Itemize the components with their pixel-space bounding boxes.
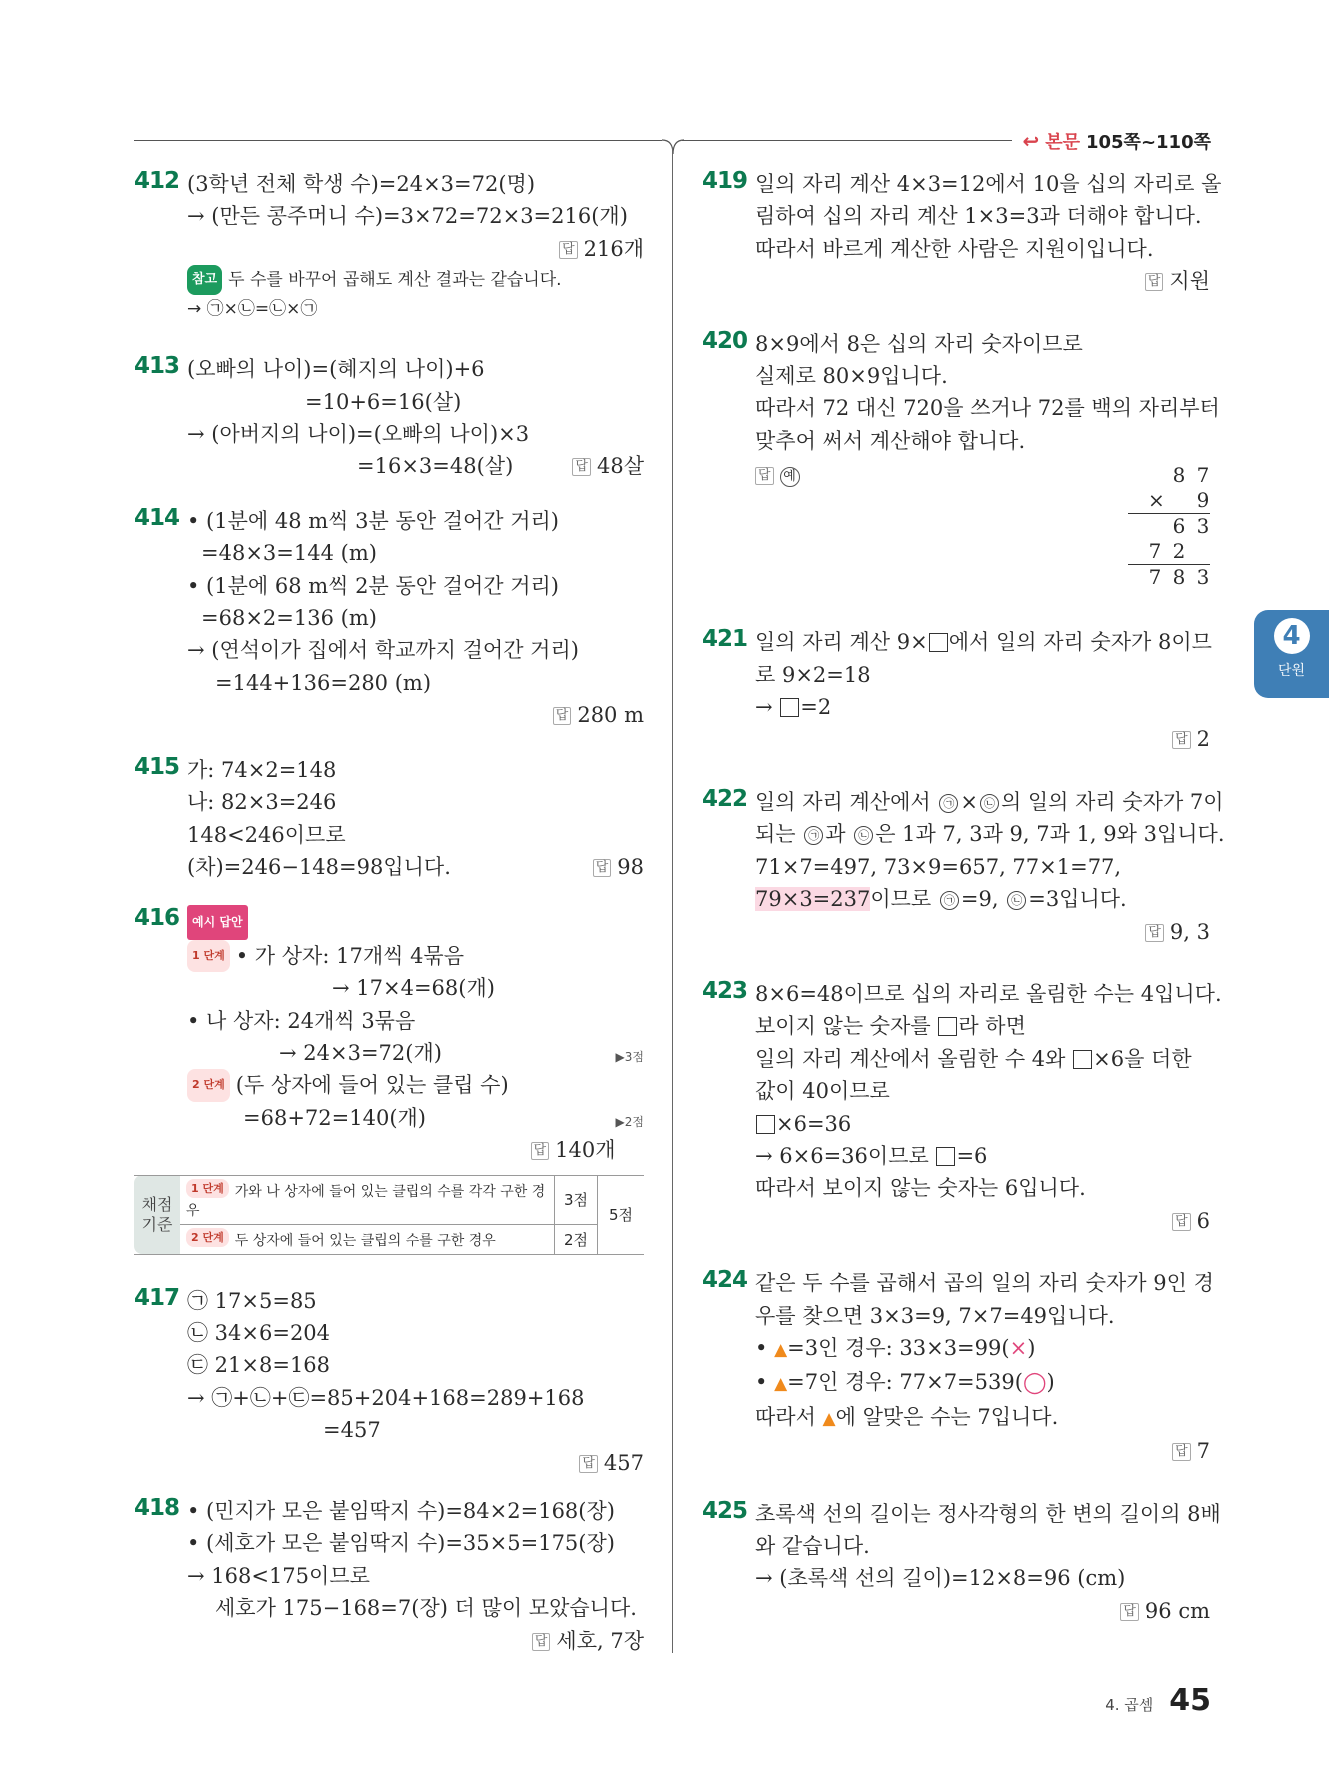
chapter-number: 4 [1274, 618, 1310, 654]
answer-value: 216개 [583, 236, 644, 261]
solution-line: 우를 찾으면 3×3=9, 7×7=49입니다. [755, 1303, 1115, 1328]
grading-table [134, 1175, 644, 1255]
header-rule-right [682, 140, 1012, 141]
solution-line: → (연석이가 집에서 학교까지 걸어간 거리) [187, 638, 579, 663]
page-number: 45 [1169, 1683, 1211, 1718]
note-formula: → ㉠×㉡=㉡×㉠ [187, 299, 318, 320]
answer-tag: 답 [1172, 1443, 1191, 1461]
answer [187, 699, 644, 731]
problem-number: 413 [134, 353, 180, 380]
vertical-multiplication: 8 7 × 9 6 3 7 2 7 8 3 [1128, 463, 1210, 590]
answer-value: 48살 [596, 454, 644, 479]
answer [187, 1447, 644, 1479]
problem-422: 422 일의 자리 계산에서 ㉠ × ㉡ 의 일의 자리 숫자가 7이 되는 ㉠ 과 ㉡ 은 1과 7, 3과 9, 7과 1, 9와 3입니다. 71×7=497, 73×9=657, 77×1=77, 79×3=237이므로 ㉠ =9, ㉡ =3입니다. 답 9, 3 [702, 786, 1210, 948]
answer-tag: 답 [1120, 1603, 1139, 1621]
answer [755, 1595, 1210, 1627]
left-column [134, 168, 644, 1657]
solution-line: =10+6=16(살) [305, 389, 462, 414]
grading-score: 2점 [555, 1224, 598, 1254]
points: ▶2점 [615, 1114, 644, 1129]
problem-420 [702, 327, 1220, 591]
solution-line: (3학년 전체 학생 수)=24×3=72(명) [187, 172, 536, 196]
problem-number: 424 [702, 1267, 748, 1294]
answer [755, 1435, 1210, 1467]
triangle-icon: ▲ [822, 1408, 836, 1429]
problem-number: 412 [134, 168, 180, 194]
solution-line: (오빠의 나이)=(혜지의 나이)+6 [187, 357, 485, 382]
solution-line: 로 9×2=18 [755, 662, 871, 687]
page-reference [1022, 128, 1211, 154]
return-arrow-icon: ↩ [1022, 129, 1040, 153]
answer-tag: 답 [1145, 924, 1164, 942]
problem-419 [702, 168, 1222, 298]
solution-line: =144+136=280 (m) [215, 670, 432, 695]
solution-line: ㉠ 17×5=85 [187, 1288, 317, 1313]
step-badge: 1 단계 [187, 940, 230, 972]
solution-line: • (세호가 모은 붙임딱지 수)=35×5=175(장) [187, 1531, 615, 1556]
problem-number: 420 [702, 327, 748, 354]
blank-box [780, 698, 799, 717]
answer-tag: 답 [532, 1633, 551, 1651]
answer [755, 463, 1210, 590]
circle-mark: ◯ [1022, 1370, 1047, 1395]
answer-tag: 답 [1172, 1213, 1191, 1231]
problem-number: 422 [702, 785, 748, 812]
blank-box [929, 633, 948, 652]
answer [187, 1134, 644, 1166]
column-notch [660, 136, 686, 156]
problem-number: 415 [134, 753, 180, 780]
note-tag: 참고 [187, 265, 222, 295]
grading-criterion: 2 단계 두 상자에 들어 있는 클립의 수를 구한 경우 [180, 1224, 555, 1254]
answer [187, 1625, 644, 1657]
problem-number: 418 [134, 1495, 180, 1521]
answer-tag: 답 [559, 241, 578, 259]
solution-line: • 나 상자: 24개씩 3묶음 [187, 1008, 416, 1033]
problem-412 [134, 168, 644, 323]
right-column [702, 168, 1225, 1627]
solution-line: → 168<175이므로 [187, 1563, 370, 1588]
solution-line: 가: 74×2=148 [187, 757, 337, 782]
solution-line: 세호가 175−168=7(장) 더 많이 모았습니다. [215, 1596, 637, 1621]
answer-tag: 답 [1172, 731, 1191, 749]
problem-414 [134, 505, 644, 732]
solution-line: =457 [323, 1418, 381, 1443]
answer [572, 450, 644, 482]
solution-line: 같은 두 수를 곱해서 곱의 일의 자리 숫자가 9인 경 [755, 1271, 1214, 1296]
problem-424: 424 같은 두 수를 곱해서 곱의 일의 자리 숫자가 9인 경 우를 찾으면 3×3=9, 7×7=49입니다. • ▲=3인 경우: 33×3=99(×) • ▲=7인 경우: 77×7=539(◯) 따라서 ▲에 알맞은 수는 7입니다. 답 7 [702, 1267, 1210, 1467]
answer-value: 96 cm [1144, 1598, 1210, 1623]
solution-line: (차)=246−148=98입니다. [187, 854, 451, 879]
answer-value: 2 [1196, 727, 1210, 752]
solution-line: • 가 상자: 17개씩 4묶음 [235, 943, 464, 968]
problem-418 [134, 1495, 644, 1657]
problem-423: 423 8×6=48이므로 십의 자리로 올림한 수는 4입니다. 보이지 않는 숫자를 라 하면 일의 자리 계산에서 올림한 수 4와 ×6을 더한 값이 40이므로 ×6=36 → 6×6=36이므로 =6 따라서 보이지 않는 숫자는 6입니다. 답 6 [702, 978, 1210, 1237]
model-answer-tag: 예시 답안 [187, 905, 248, 939]
problem-number: 414 [134, 504, 180, 531]
answer-tag: 답 [572, 458, 591, 476]
solution-line: 따라서 72 대신 720을 쓰거나 72를 백의 자리부터 [755, 396, 1220, 421]
problem-number: 416 [134, 905, 180, 932]
answer-value: 457 [603, 1450, 644, 1475]
triangle-icon: ▲ [774, 1374, 788, 1395]
solution-line: 따라서 보이지 않는 숫자는 6입니다. [755, 1176, 1086, 1201]
blank-box [1073, 1050, 1092, 1069]
solution-line: 실제로 80×9입니다. [755, 364, 948, 389]
answer-value: 지원 [1169, 269, 1210, 294]
solution-line: =48×3=144 (m) [201, 541, 377, 566]
answer-tag: 답 [579, 1455, 598, 1473]
solution-line: 8×9에서 8은 십의 자리 숫자이므로 [755, 331, 1083, 356]
blank-box [756, 1115, 775, 1134]
answer-value: 140개 [555, 1138, 616, 1163]
answer-tag: 답 [1145, 273, 1164, 291]
chapter-title: 4. 곱셈 [1105, 1696, 1154, 1714]
answer [755, 265, 1210, 297]
points: ▶3점 [615, 1049, 644, 1064]
column-divider [672, 148, 673, 1653]
grading-criterion: 1 단계 가와 나 상자에 들어 있는 클립의 수를 각각 구한 경우 [180, 1175, 555, 1224]
header-rule-left [134, 140, 662, 141]
step-badge: 2 단계 [187, 1069, 230, 1101]
solution-line: ㉡ 34×6=204 [187, 1320, 331, 1345]
problem-number: 423 [702, 977, 748, 1004]
problem-421: 421 일의 자리 계산 9× 에서 일의 자리 숫자가 8이므 로 9×2=18 → =2 답 2 [702, 626, 1210, 756]
problem-415 [134, 754, 644, 884]
solution-line: → (아버지의 나이)=(오빠의 나이)×3 [187, 422, 530, 447]
problem-416 [134, 905, 644, 1254]
answer-value: 세호, 7장 [556, 1628, 644, 1653]
example-tag: 예 [780, 467, 800, 487]
solution-line: 따라서 바르게 계산한 사람은 지원이입니다. [755, 236, 1154, 261]
solution-line: 8×6=48이므로 십의 자리로 올림한 수는 4입니다. [755, 981, 1222, 1006]
problem-number: 425 [702, 1497, 748, 1524]
chapter-tab[interactable] [1254, 610, 1329, 698]
solution-line: → 24×3=72(개) [279, 1040, 442, 1065]
problem-number: 417 [134, 1284, 180, 1311]
solution-line: • (민지가 모은 붙임딱지 수)=84×2=168(장) [187, 1499, 615, 1523]
solution-line: → ㉠+㉡+㉢=85+204+168=289+168 [187, 1385, 585, 1410]
answer-tag: 답 [553, 707, 572, 725]
solution-line: 맞추어 써서 계산해야 합니다. [755, 428, 1026, 453]
cross-mark: × [1009, 1335, 1028, 1360]
page-footer [1105, 1683, 1211, 1718]
answer-tag: 답 [531, 1142, 550, 1160]
answer [755, 1205, 1210, 1237]
grading-label: 채점 기준 [134, 1175, 180, 1254]
solution-line: 나: 82×3=246 [187, 790, 337, 815]
answer-tag: 답 [593, 859, 612, 877]
answer-value: 98 [617, 854, 644, 879]
answer [755, 916, 1210, 948]
answer [187, 233, 644, 265]
note [187, 265, 644, 295]
answer-value: 9, 3 [1169, 919, 1210, 944]
problem-number: 421 [702, 626, 748, 653]
solution-line: • (1분에 48 m씩 3분 동안 걸어간 거리) [187, 508, 560, 533]
solution-line: =68+72=140(개) [243, 1105, 426, 1130]
solution-line: 71×7=497, 73×9=657, 77×1=77, [755, 854, 1122, 879]
solution-line: (두 상자에 들어 있는 클립 수) [235, 1073, 509, 1098]
solution-line: → 17×4=68(개) [332, 976, 495, 1001]
solution-line: =68×2=136 (m) [201, 606, 377, 631]
note-text: 두 수를 바꾸어 곱해도 계산 결과는 같습니다. [228, 270, 562, 291]
answer [593, 851, 644, 883]
blank-box [936, 1147, 955, 1166]
highlight: 79×3=237 [755, 887, 871, 912]
grading-total: 5점 [598, 1175, 645, 1254]
answer-tag: 답 [755, 467, 774, 485]
page-reference-range: 105쪽~110쪽 [1085, 132, 1211, 153]
answer [755, 723, 1210, 755]
problem-417 [134, 1285, 644, 1479]
problem-413 [134, 353, 644, 483]
solution-line: 148<246이므로 [187, 822, 346, 847]
solution-line: =16×3=48(살) [357, 454, 514, 479]
solution-line: → (초록색 선의 길이)=12×8=96 (cm) [755, 1566, 1126, 1591]
solution-line: 초록색 선의 길이는 정사각형의 한 변의 길이의 8배 [755, 1501, 1221, 1526]
answer-value: 6 [1196, 1208, 1210, 1233]
answer-value: 7 [1196, 1439, 1210, 1464]
answer-value: 280 m [577, 703, 644, 728]
grading-score: 3점 [555, 1175, 598, 1224]
problem-425 [702, 1497, 1221, 1628]
solution-line: ㉢ 21×8=168 [187, 1353, 331, 1378]
solution-line: 림하여 십의 자리 계산 1×3=3과 더해야 합니다. [755, 204, 1202, 229]
solution-line: 와 같습니다. [755, 1534, 870, 1558]
solution-line: 일의 자리 계산 4×3=12에서 10을 십의 자리로 올 [755, 172, 1222, 196]
blank-box [938, 1017, 957, 1036]
page-reference-label: 본문 [1045, 132, 1080, 153]
chapter-tab-label: 단원 [1277, 663, 1306, 679]
solution-line: • (1분에 68 m씩 2분 동안 걸어간 거리) [187, 573, 560, 598]
solution-line: → (만든 콩주머니 수)=3×72=72×3=216(개) [187, 204, 628, 229]
problem-number: 419 [702, 168, 748, 194]
triangle-icon: ▲ [774, 1339, 788, 1360]
solution-line: 값이 40이므로 [755, 1079, 890, 1104]
